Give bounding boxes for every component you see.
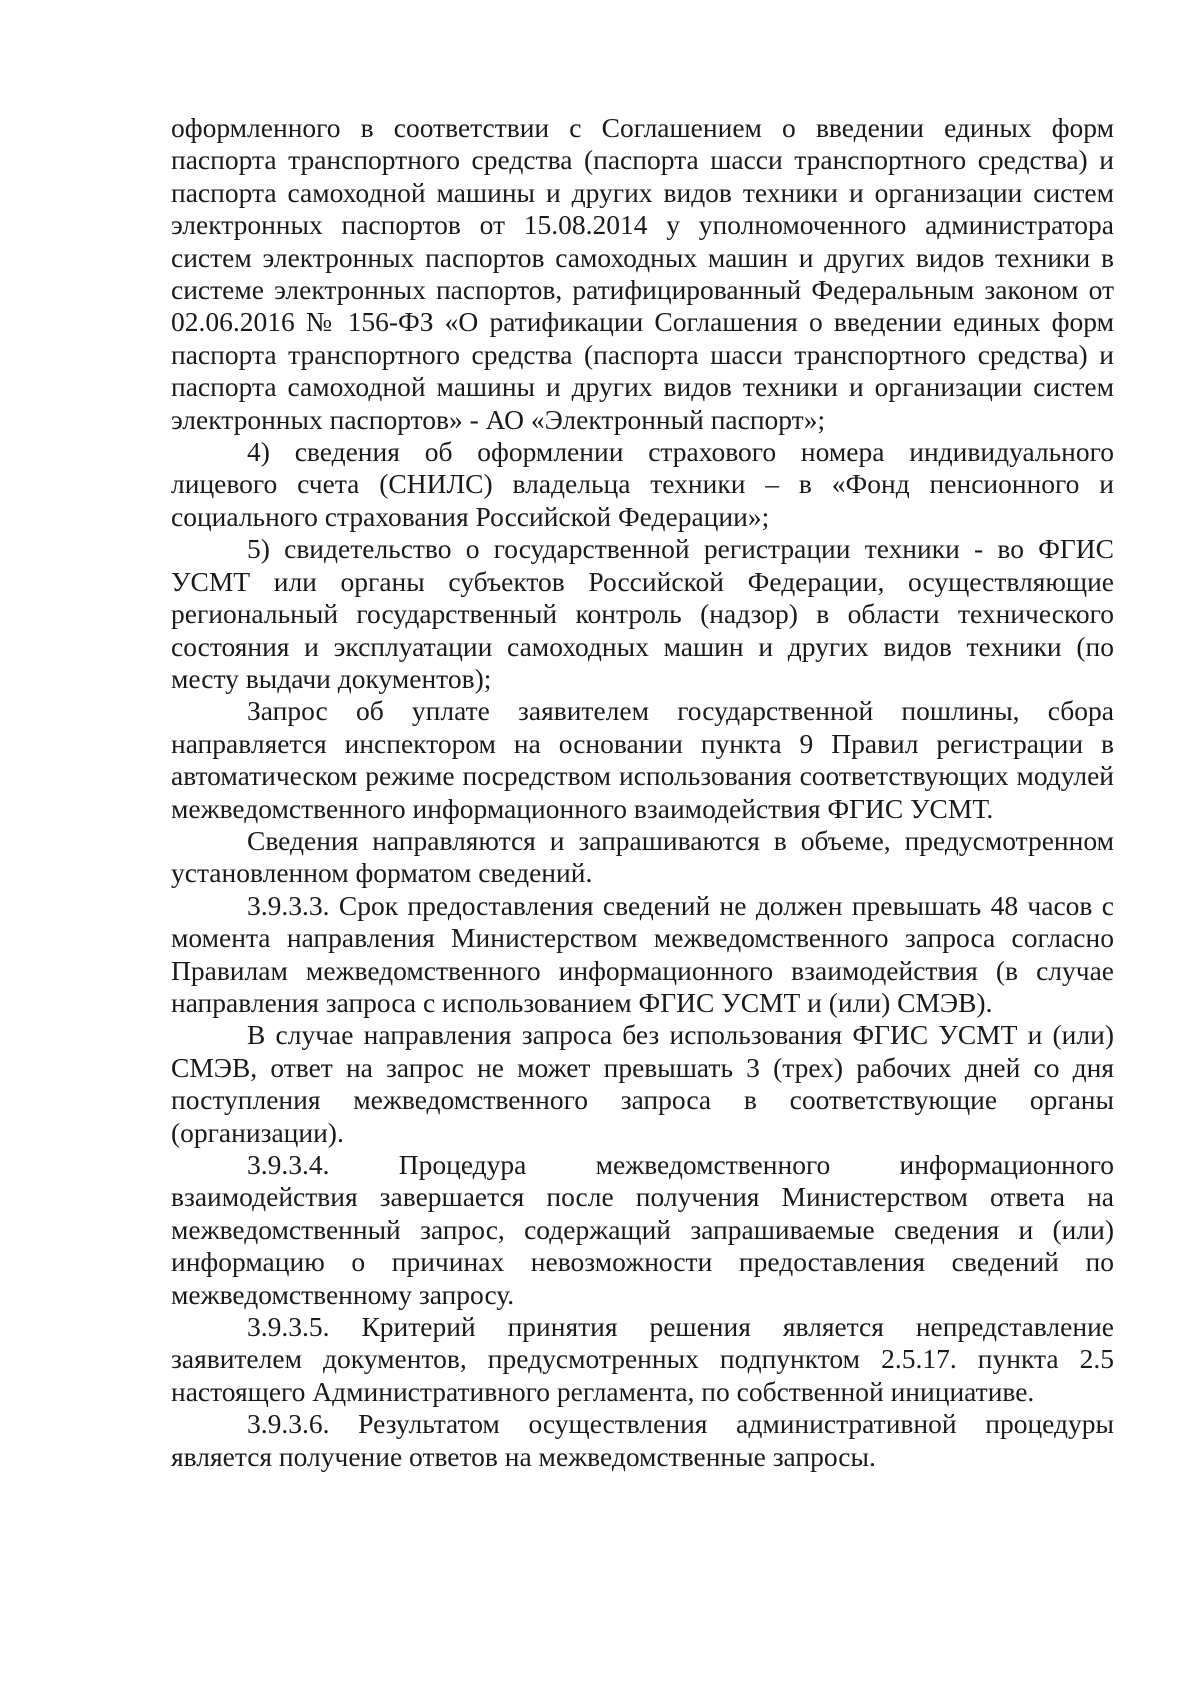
paragraph-item-4: 4) сведения об оформлении страхового номера индивидуального лицевого счета (СНИЛС) владельца техники – в «Фонд пенсионного и социального страхования Российской Федерации»; [171,436,1114,532]
paragraph-3-9-3-4: 3.9.3.4. Процедура межведомственного информационного взаимодействия завершается после получения Министерством ответа на межведомственный запрос, содержащий запрашиваемые сведения и (или) информацию о причинах невозможности предоставления сведений по межведомственному запросу. [171,1149,1114,1310]
paragraph-3-9-3-5: 3.9.3.5. Критерий принятия решения является непредставление заявителем документов, предусмотренных подпунктом 2.5.17. пункта 2.5 настоящего Административного регламента, по собственной инициативе. [171,1311,1114,1407]
paragraph-item-5: 5) свидетельство о государственной регистрации техники - во ФГИС УСМТ или органы субъектов Российской Федерации, осуществляющие региональный государственный контроль (надзор) в области технического состояния и эксплуатации самоходных машин и других видов техники (по месту выдачи документов); [171,533,1114,694]
paragraph-3-9-3-6: 3.9.3.6. Результатом осуществления административной процедуры является получение ответов на межведомственные запросы. [171,1408,1114,1472]
paragraph-continuation: оформленного в соответствии с Соглашением о введении единых форм паспорта транспортного средства (паспорта шасси транспортного средства) и паспорта самоходной машины и других видов техники и организации систем электронных паспортов от 15.08.2014 у уполномоченного администратора систем электронных паспортов самоходных машин и других видов техники в системе электронных паспортов, ратифицированный Федеральным законом от 02.06.2016 № 156-ФЗ «О ратификации Соглашения о введении единых форм паспорта транспортного средства (паспорта шасси транспортного средства) и паспорта самоходной машины и других видов техники и организации систем электронных паспортов» - АО «Электронный паспорт»; [171,112,1114,435]
document-body [171,112,1114,1473]
paragraph-fee-request: Запрос об уплате заявителем государственной пошлины, сбора направляется инспектором на основании пункта 9 Правил регистрации в автоматическом режиме посредством использования соответствующих модулей межведомственного информационного взаимодействия ФГИС УСМТ. [171,695,1114,824]
paragraph-without-smev: В случае направления запроса без использования ФГИС УСМТ и (или) СМЭВ, ответ на запрос не может превышать 3 (трех) рабочих дней со дня поступления межведомственного запроса в соответствующие органы (организации). [171,1019,1114,1148]
paragraph-info-scope: Сведения направляются и запрашиваются в объеме, предусмотренном установленном форматом сведений. [171,824,1114,889]
paragraph-3-9-3-3: 3.9.3.3. Срок предоставления сведений не должен превышать 48 часов с момента направления Министерством межведомственного запроса согласно Правилам межведомственного информационного взаимодействия (в случае направления запроса с использованием ФГИС УСМТ и (или) СМЭВ). [171,889,1114,1018]
